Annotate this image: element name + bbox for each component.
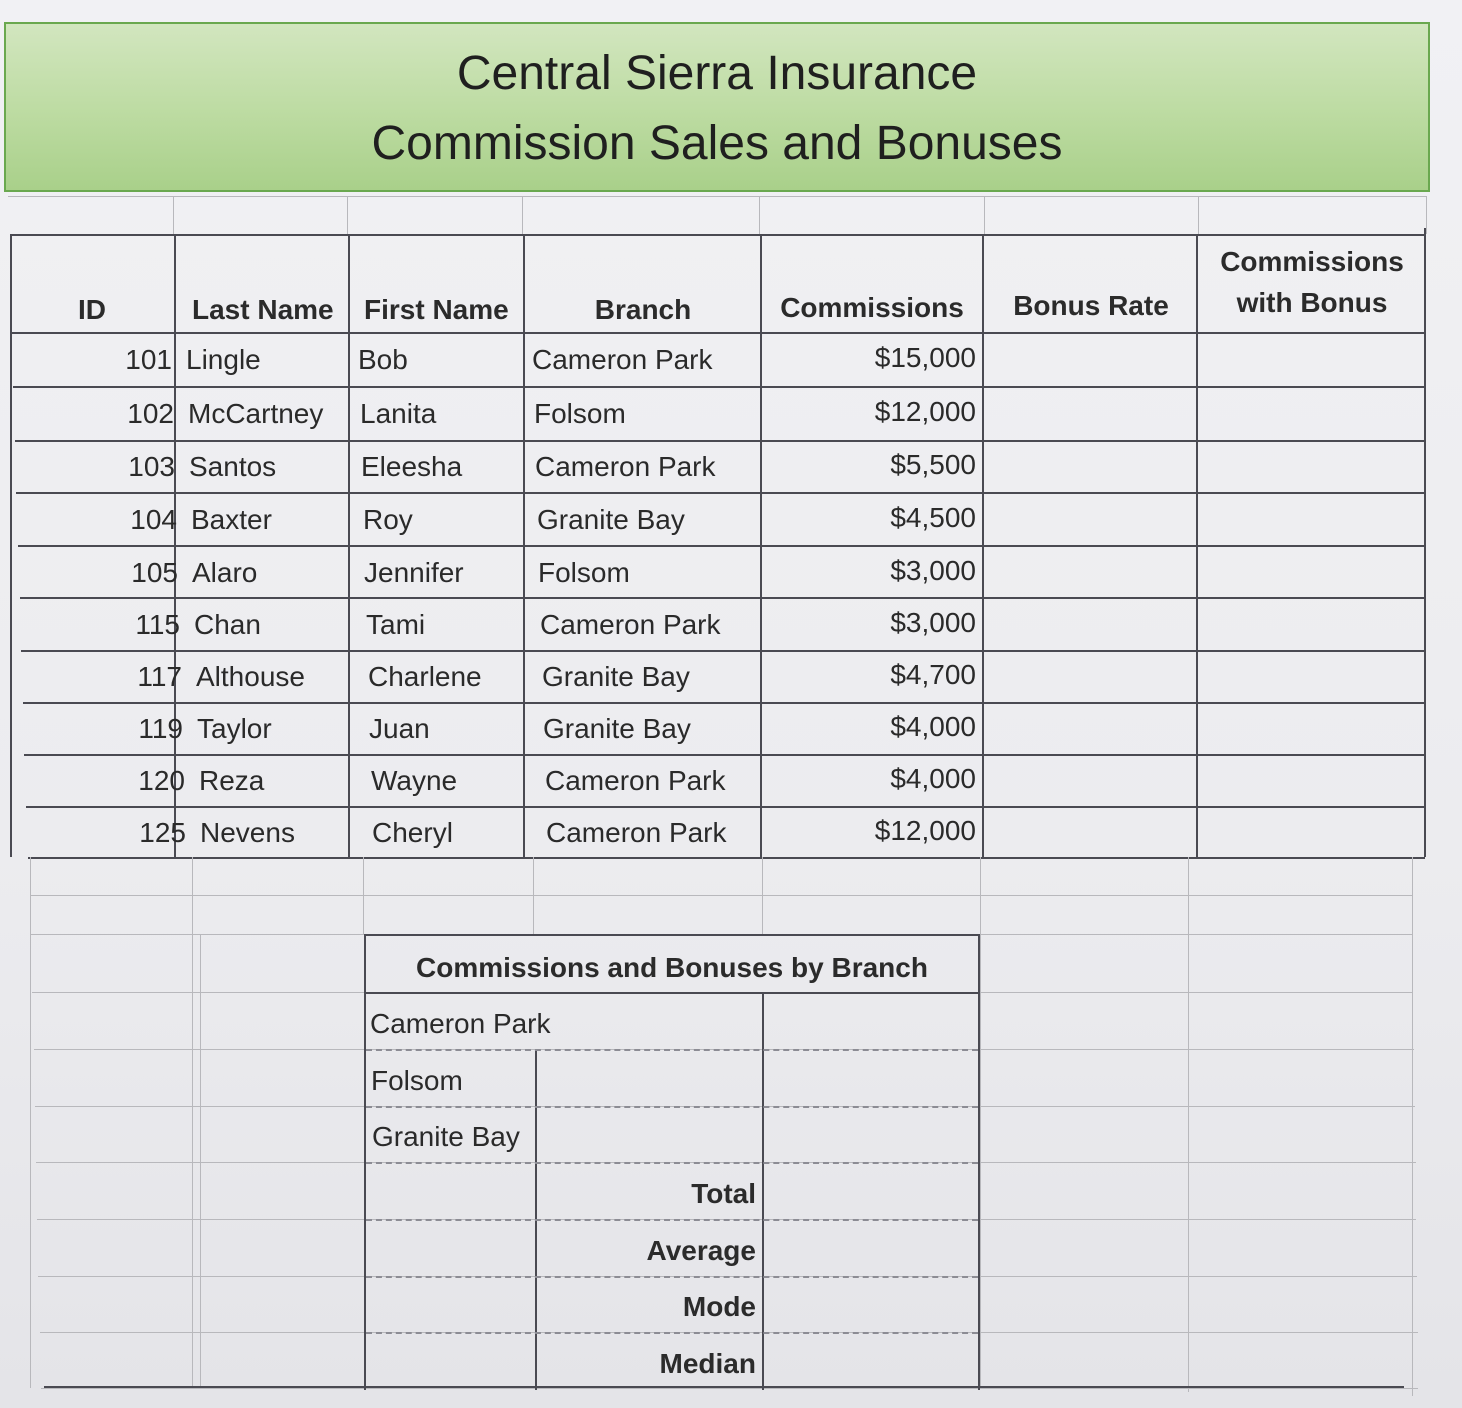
- cell-branch[interactable]: Granite Bay: [537, 504, 685, 535]
- header-commissions[interactable]: Commissions: [780, 292, 964, 323]
- summary-box-divider: [762, 992, 764, 1390]
- cell-last-name[interactable]: Reza: [199, 765, 265, 796]
- grid-line: [759, 196, 760, 234]
- cell-commission[interactable]: $4,000: [890, 711, 976, 742]
- cell-last-name[interactable]: Alaro: [192, 557, 258, 588]
- grid-line: [20, 597, 1425, 599]
- grid-line: [347, 196, 348, 234]
- header-id[interactable]: ID: [78, 294, 106, 325]
- grid-line: [363, 857, 364, 934]
- cell-last-name[interactable]: Baxter: [191, 504, 272, 535]
- grid-line: [28, 857, 1426, 859]
- grid-line: [173, 196, 174, 234]
- grid-line: [533, 857, 534, 934]
- cell-first-name[interactable]: Roy: [363, 504, 413, 535]
- cell-id[interactable]: 104: [130, 504, 177, 535]
- header-first-name[interactable]: First Name: [364, 294, 509, 325]
- cell-id[interactable]: 102: [127, 398, 174, 429]
- header-commissions-with-bonus-line2: with Bonus: [1236, 287, 1388, 318]
- grid-line: [982, 234, 984, 857]
- cell-last-name[interactable]: McCartney: [188, 398, 324, 429]
- grid-line: [1412, 857, 1413, 1396]
- cell-commission[interactable]: $4,700: [890, 659, 976, 690]
- header-last-name[interactable]: Last Name: [192, 294, 334, 325]
- cell-branch[interactable]: Granite Bay: [543, 713, 691, 744]
- grid-line: [15, 440, 1425, 442]
- grid-line: [12, 332, 1425, 334]
- summary-stat-label[interactable]: Median: [659, 1348, 756, 1379]
- grid-line: [21, 650, 1425, 652]
- grid-line: [174, 234, 176, 857]
- cell-commission[interactable]: $3,000: [890, 555, 976, 586]
- header-bonus-rate[interactable]: Bonus Rate: [1013, 290, 1169, 321]
- cell-first-name[interactable]: Charlene: [368, 661, 482, 692]
- summary-branch-label[interactable]: Folsom: [371, 1065, 463, 1096]
- cell-id[interactable]: 115: [135, 609, 180, 640]
- cell-commission[interactable]: $15,000: [874, 342, 976, 373]
- summary-dashed-line: [366, 1106, 978, 1108]
- grid-line: [192, 857, 193, 1388]
- cell-first-name[interactable]: Cheryl: [372, 817, 453, 848]
- cell-commission[interactable]: $5,500: [890, 449, 976, 480]
- grid-line: [23, 702, 1425, 704]
- grid-line: [200, 934, 201, 1388]
- cell-first-name[interactable]: Wayne: [371, 765, 458, 796]
- grid-line: [1196, 234, 1198, 857]
- cell-branch[interactable]: Granite Bay: [542, 661, 690, 692]
- cell-id[interactable]: 119: [138, 713, 183, 744]
- grid-line: [8, 196, 1426, 197]
- title-banner[interactable]: [4, 22, 1430, 192]
- summary-box-top: [364, 934, 980, 936]
- cell-branch[interactable]: Cameron Park: [545, 765, 726, 796]
- cell-branch[interactable]: Cameron Park: [535, 451, 716, 482]
- grid-line: [348, 234, 350, 857]
- grid-line: [984, 196, 985, 234]
- grid-line: [523, 234, 525, 857]
- grid-line: [1188, 857, 1189, 1392]
- grid-line: [30, 895, 1412, 896]
- sheet-title: Central Sierra Insurance: [456, 47, 978, 100]
- cell-first-name[interactable]: Juan: [369, 713, 430, 744]
- grid-line: [16, 492, 1424, 494]
- summary-stat-label[interactable]: Total: [691, 1178, 756, 1209]
- cell-last-name[interactable]: Chan: [194, 609, 261, 640]
- cell-commission[interactable]: $3,000: [890, 607, 976, 638]
- grid-line: [24, 754, 1425, 756]
- cell-branch[interactable]: Cameron Park: [546, 817, 727, 848]
- summary-dashed-line: [366, 1049, 978, 1051]
- cell-first-name[interactable]: Bob: [358, 344, 408, 375]
- grid-line: [41, 1388, 1419, 1389]
- cell-id[interactable]: 105: [131, 557, 178, 588]
- header-commissions-with-bonus[interactable]: Commissions: [1220, 246, 1404, 277]
- summary-box-header-bottom: [364, 992, 980, 994]
- sheet-bottom-line: [44, 1386, 1404, 1388]
- sheet-subtitle: Commission Sales and Bonuses: [371, 117, 1063, 170]
- grid-line: [10, 234, 1424, 236]
- summary-title[interactable]: Commissions and Bonuses by Branch: [416, 952, 928, 983]
- grid-line: [762, 857, 763, 934]
- cell-last-name[interactable]: Lingle: [186, 344, 261, 375]
- cell-branch[interactable]: Cameron Park: [532, 344, 713, 375]
- grid-line: [1426, 196, 1427, 234]
- cell-branch[interactable]: Folsom: [534, 398, 626, 429]
- grid-line: [26, 806, 1425, 808]
- cell-id[interactable]: 120: [138, 765, 185, 796]
- cell-last-name[interactable]: Santos: [189, 451, 277, 482]
- cell-id[interactable]: 117: [137, 661, 182, 692]
- summary-branch-label[interactable]: Granite Bay: [372, 1121, 520, 1152]
- cell-first-name[interactable]: Jennifer: [364, 557, 464, 588]
- grid-line: [980, 857, 981, 1388]
- grid-line: [1424, 228, 1426, 857]
- cell-branch[interactable]: Cameron Park: [540, 609, 721, 640]
- cell-last-name[interactable]: Taylor: [197, 713, 272, 744]
- summary-dashed-line: [366, 1219, 978, 1221]
- cell-commission[interactable]: $12,000: [874, 396, 976, 427]
- summary-stat-label[interactable]: Average: [646, 1235, 756, 1266]
- summary-dashed-line: [366, 1276, 978, 1278]
- summary-branch-label[interactable]: Cameron Park: [370, 1008, 551, 1039]
- grid-line: [18, 545, 1425, 547]
- cell-commission[interactable]: $12,000: [874, 815, 976, 846]
- grid-line: [13, 386, 1424, 388]
- summary-stat-label[interactable]: Mode: [682, 1291, 756, 1322]
- summary-dashed-line: [366, 1162, 978, 1164]
- cell-first-name[interactable]: Lanita: [360, 398, 437, 429]
- grid-line: [10, 234, 12, 857]
- header-branch[interactable]: Branch: [594, 294, 692, 325]
- cell-last-name[interactable]: Althouse: [196, 661, 305, 692]
- cell-id[interactable]: 125: [139, 817, 186, 848]
- cell-branch[interactable]: Folsom: [538, 557, 630, 588]
- summary-box-right: [978, 934, 980, 1390]
- grid-line: [522, 196, 523, 234]
- cell-first-name[interactable]: Tami: [366, 609, 426, 640]
- cell-last-name[interactable]: Nevens: [200, 817, 295, 848]
- cell-commission[interactable]: $4,500: [890, 502, 976, 533]
- summary-dashed-line: [366, 1332, 978, 1334]
- grid-line: [760, 234, 762, 857]
- grid-line: [30, 857, 31, 1388]
- grid-line: [1198, 196, 1199, 234]
- cell-id[interactable]: 101: [125, 344, 172, 375]
- cell-id[interactable]: 103: [128, 451, 175, 482]
- cell-commission[interactable]: $4,000: [890, 763, 976, 794]
- cell-first-name[interactable]: Eleesha: [361, 451, 463, 482]
